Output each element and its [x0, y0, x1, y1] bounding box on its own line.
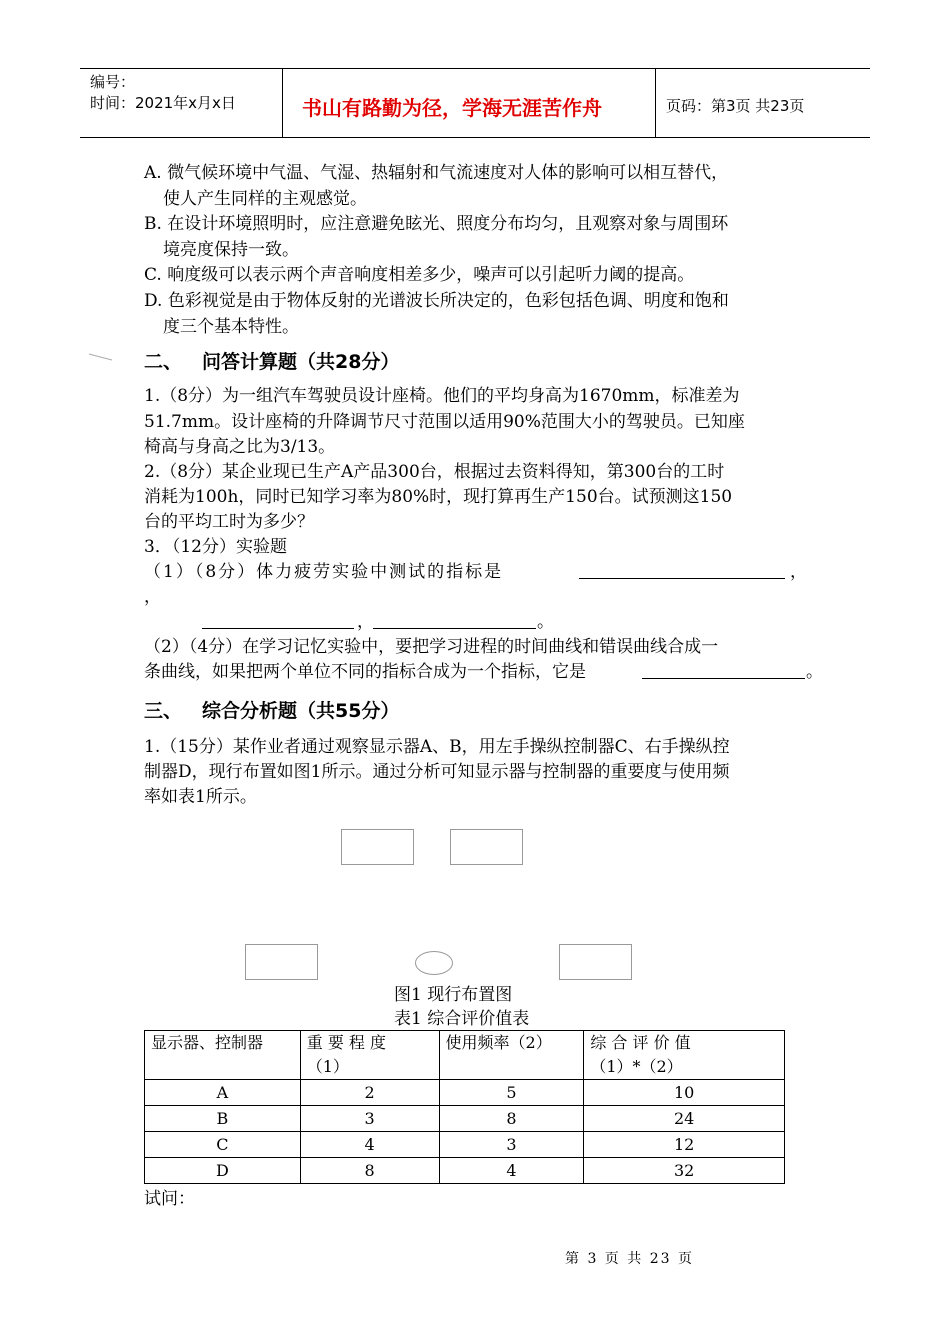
cell-frequency: 3 — [439, 1132, 584, 1158]
answer-blank[interactable] — [642, 660, 805, 679]
figure-caption: 图1 现行布置图 — [394, 985, 513, 1005]
section-2-title: 问答计算题（共28分） — [202, 351, 400, 373]
cell-frequency: 4 — [439, 1158, 584, 1184]
table-row — [145, 1106, 785, 1132]
answer-blank[interactable] — [202, 610, 354, 629]
header-cell-line: 综 合 评 价 值 — [590, 1033, 691, 1052]
table-caption: 表1 综合评价值表 — [394, 1009, 530, 1029]
evaluation-table — [144, 1030, 785, 1184]
option-d-line1: D. 色彩视觉是由于物体反射的光谱波长所决定的，色彩包括色调、明度和饱和 — [144, 291, 729, 311]
header-divider — [655, 69, 656, 137]
q2-3-2-line1: （2）（4分）在学习记忆实验中，要把学习进程的时间曲线和错误曲线合成一 — [144, 637, 719, 657]
option-d-line2: 度三个基本特性。 — [163, 317, 299, 337]
q2-1-line3: 椅高与身高之比为3/13。 — [144, 437, 336, 457]
section-3-title: 综合分析题（共55分） — [202, 700, 400, 722]
header-cell-line: （1）*（2） — [590, 1057, 683, 1076]
table-row — [145, 1158, 785, 1184]
cell-importance: 2 — [300, 1080, 439, 1106]
q2-3-1-text: （1）（8分）体力疲劳实验中测试的指标是 — [144, 562, 504, 582]
header-cell-line: （1） — [306, 1057, 349, 1076]
option-c-line1: C. 响度级可以表示两个声音响度相差多少，噪声可以引起听力阈的提高。 — [144, 265, 695, 285]
q3-1-line3: 率如表1所示。 — [144, 787, 257, 807]
header-cell: 显示器、控制器 — [145, 1031, 301, 1080]
cell-name: A — [145, 1080, 301, 1106]
control-c-box — [245, 944, 318, 980]
display-b-box — [450, 829, 523, 865]
cell-importance: 4 — [300, 1132, 439, 1158]
q3-1-line2: 制器D，现行布置如图1所示。通过分析可知显示器与控制器的重要度与使用频 — [144, 762, 730, 782]
table-row — [145, 1132, 785, 1158]
header-cell: 使用频率（2） — [439, 1031, 584, 1080]
cell-score: 32 — [584, 1158, 785, 1184]
answer-blank[interactable] — [373, 610, 536, 629]
cell-name: C — [145, 1132, 301, 1158]
cell-name: D — [145, 1158, 301, 1184]
header-cell — [300, 1031, 439, 1080]
cell-score: 10 — [584, 1080, 785, 1106]
option-b-line2: 境亮度保持一致。 — [163, 240, 299, 260]
option-a-line1: A. 微气候环境中气温、气湿、热辐射和气流速度对人体的影响可以相互替代， — [144, 163, 729, 183]
cell-frequency: 5 — [439, 1080, 584, 1106]
header-page-info: 页码：第3页 共23页 — [666, 97, 805, 115]
document-number-label: 编号： — [90, 73, 136, 91]
cell-score: 24 — [584, 1106, 785, 1132]
stray-mark — [88, 352, 114, 362]
header-cell-line: 重 要 程 度 — [306, 1033, 386, 1052]
header-motto: 书山有路勤为径，学海无涯苦作舟 — [302, 96, 602, 120]
option-b-line1: B. 在设计环境照明时，应注意避免眩光、照度分布均匀，且观察对象与周围环 — [144, 214, 729, 234]
q2-3-1-period: 。 — [537, 612, 554, 632]
answer-blank[interactable] — [579, 560, 785, 579]
q2-2-line3: 台的平均工时为多少？ — [144, 512, 314, 532]
cell-importance: 3 — [300, 1106, 439, 1132]
control-d-box — [559, 944, 632, 980]
q2-2-line2: 消耗为100h，同时已知学习率为80%时，现打算再生产150台。试预测这150 — [144, 487, 733, 507]
cell-importance: 8 — [300, 1158, 439, 1184]
q2-2-line1: 2.（8分）某企业现已生产A产品300台，根据过去资料得知，第300台的工时 — [144, 462, 725, 482]
header-divider — [282, 69, 283, 137]
q3-1-line1: 1.（15分）某作业者通过观察显示器A、B，用左手操纵控制器C、右手操纵控 — [144, 737, 730, 757]
cell-frequency: 8 — [439, 1106, 584, 1132]
table-header-row — [145, 1031, 785, 1080]
q2-1-line2: 51.7mm。设计座椅的升降调节尺寸范围以适用90%范围大小的驾驶员。已知座 — [144, 412, 745, 432]
operator-ellipse — [415, 951, 453, 975]
question-prompt: 试问： — [144, 1189, 195, 1209]
document-date: 时间：2021年x月x日 — [90, 94, 236, 112]
q2-3-1-comma-2: ， — [144, 587, 161, 607]
cell-score: 12 — [584, 1132, 785, 1158]
option-a-line2: 使人产生同样的主观感觉。 — [163, 189, 367, 209]
section-2-number: 二、 — [144, 351, 183, 373]
q2-3-title: 3．（12分）实验题 — [144, 537, 287, 557]
header-cell — [584, 1031, 785, 1080]
q2-3-2-line2: 条曲线，如果把两个单位不同的指标合成为一个指标，它是 — [144, 662, 586, 682]
q2-3-2-period: 。 — [806, 662, 823, 682]
q2-1-line1: 1.（8分）为一组汽车驾驶员设计座椅。他们的平均身高为1670mm，标准差为 — [144, 386, 740, 406]
q2-3-1-separator: ， — [357, 612, 374, 632]
section-3-number: 三、 — [144, 700, 183, 722]
display-a-box — [341, 829, 414, 865]
q2-3-1-comma: ， — [790, 562, 807, 582]
table-row — [145, 1080, 785, 1106]
page-footer: 第 3 页 共 23 页 — [565, 1251, 694, 1267]
cell-name: B — [145, 1106, 301, 1132]
